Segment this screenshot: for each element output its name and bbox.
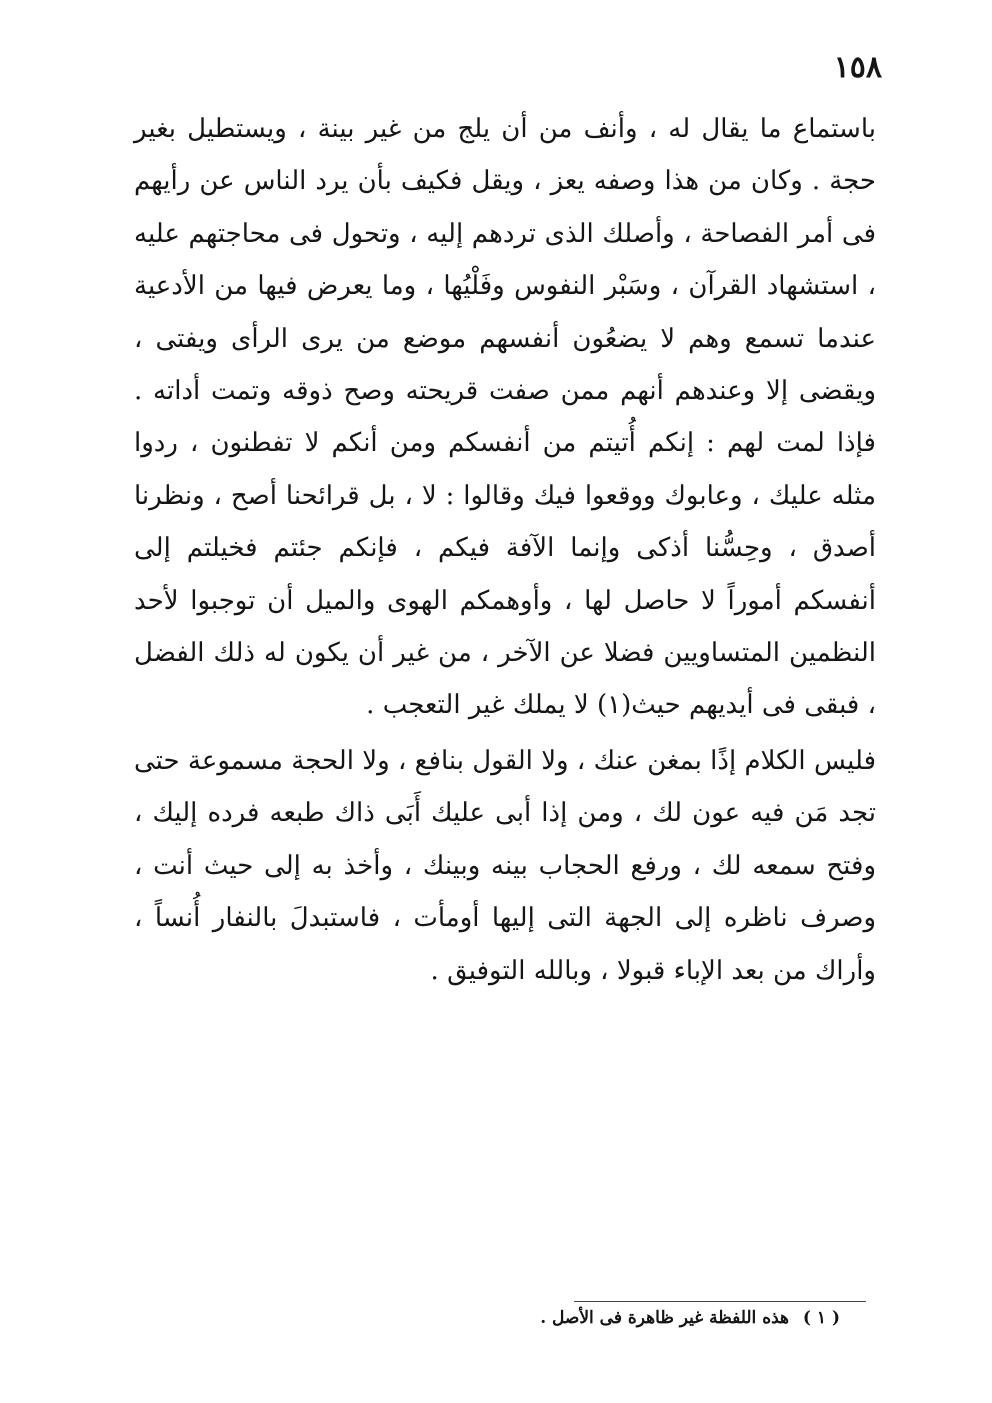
paragraph-2: فليس الكلام إذًا بمغن عنك ، ولا القول بنافع ، ولا الحجة مسموعة حتى تجد مَن فيه عون لك ، ومن إذا أبى عليك أَبَى ذاك طبعه فرده إليك ، وفتح سمعه لك ، ورفع الحجاب بينه وبينك ، وأخذ به إلى حيث أنت ، وصرف ناظره إلى الجهة التى إليها أومأت ، فاستبدلَ بالنفار أُنساً ، وأراك من بعد الإباء قبولا ، وبالله التوفيق . <box>134 746 876 986</box>
footnote-marker: ( ١ ) <box>802 1308 840 1328</box>
footnote-text: هذه اللفظة غير ظاهرة فى الأصل . <box>540 1308 789 1328</box>
footnote <box>400 1308 840 1328</box>
paragraph-1: باستماع ما يقال له ، وأنف من أن يلج من غير بينة ، ويستطيل بغير حجة . وكان من هذا وصفه يعز ، ويقل فكيف بأن يرد الناس عن رأيهم فى أمر الفصاحة ، وأصلك الذى تردهم إليه ، وتحول فى محاجتهم عليه ، استشهاد القرآن ، وسَبْر النفوس وفَلْيُها ، وما يعرض فيها من الأدعية عندما تسمع وهم لا يضعُون أنفسهم موضع من يرى الرأى ويفتى ، ويقضى إلا وعندهم أنهم ممن صفت قريحته وصح ذوقه وتمت أداته . فإذا لمت لهم : إنكم أُتيتم من أنفسكم ومن أنكم لا تفطنون ، ردوا مثله عليك ، وعابوك ووقعوا فيك وقالوا : لا ، بل قرائحنا أصح ، ونظرنا أصدق ، وحِسُّنا أذكى وإنما الآفة فيكم ، فإنكم جئتم فخيلتم إلى أنفسكم أموراً لا حاصل لها ، وأوهمكم الهوى والميل أن توجبوا لأحد النظمين المتساويين فضلا عن الآخر ، من غير أن يكون له ذلك الفضل ، فبقى فى أيديهم حيث(١) لا يملك غير التعجب . <box>134 114 876 721</box>
page-number: ١٥٨ <box>833 50 882 85</box>
footnote-divider <box>574 1301 866 1302</box>
